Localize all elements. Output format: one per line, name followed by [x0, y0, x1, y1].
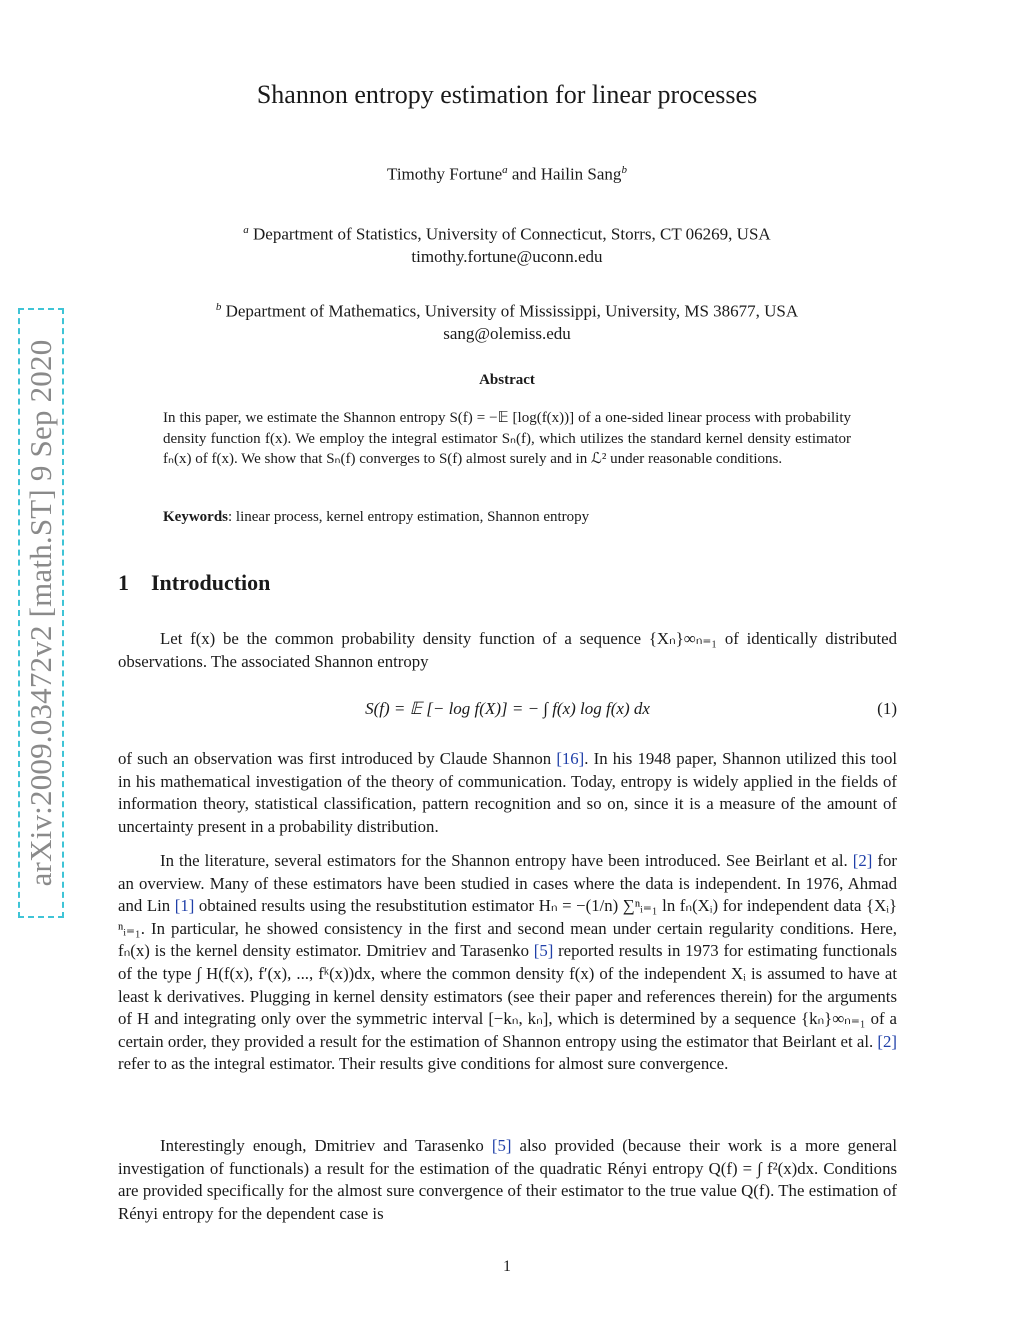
paragraph-2 [118, 748, 897, 838]
keywords-line [163, 509, 851, 526]
affiliation-department: Department of Statistics, University of Connecticut, Storrs, CT 06269, USA [248, 224, 771, 244]
paper-title: Shannon entropy estimation for linear processes [256, 80, 758, 109]
keywords-list: : linear process, kernel entropy estimation, Shannon entropy [228, 509, 590, 525]
affiliation-mark: b [215, 301, 222, 313]
paragraph-4 [118, 1135, 897, 1225]
abstract-heading: Abstract [479, 372, 535, 388]
citation-link[interactable]: [5] [491, 1136, 512, 1155]
affiliation-a [0, 219, 1014, 268]
author-name: Timothy Fortune [387, 164, 503, 184]
arxiv-identifier: arXiv:2009.03472v2 [math.ST] 9 Sep 2020 [23, 339, 58, 887]
paragraph-text: of such an observation was first introduced by Claude Shannon [118, 749, 557, 768]
paragraph-text: . In his 1948 paper, Shannon utilized this tool in his mathematical investigation of the theory of communication. Today, entropy is widely applied in the fields of information theory, statistical classification, pattern recognition and so on, since it is a measure of the amount of uncertainty present in a probability distribution. [118, 749, 897, 836]
keywords-label: Keywords [163, 509, 228, 525]
affiliation-email: timothy.fortune@uconn.edu [411, 246, 603, 266]
author-line [0, 164, 1014, 185]
section-number: 1 [118, 570, 129, 595]
paragraph-1: Let f(x) be the common probability density function of a sequence {Xₙ}∞ₙ₌₁ of identically distributed observations. The associated Shannon entropy [118, 629, 897, 671]
affiliation-mark: b [621, 164, 627, 176]
citation-link[interactable]: [16] [556, 749, 585, 768]
affiliation-mark: a [502, 164, 508, 176]
affiliation-b [0, 296, 1014, 345]
affiliation-department: Department of Mathematics, University of Mississippi, University, MS 38677, USA [221, 301, 799, 321]
abstract-text: In this paper, we estimate the Shannon entropy S(f) = −𝔼 [log(f(x))] of a one-sided linear process with probability density function f(x). We employ the integral estimator Sₙ(f), which utilizes the standard kernel density estimator fₙ(x) of f(x). We show that Sₙ(f) converges to S(f) almost surely and in ℒ² under reasonable conditions. [163, 410, 851, 467]
equation-number: (1) [877, 699, 897, 718]
section-title: Introduction [151, 570, 271, 595]
citation-link[interactable]: [1] [174, 896, 195, 916]
page-number: 1 [503, 1258, 511, 1275]
citation-link[interactable]: [2] [852, 851, 873, 870]
paragraph-text: refer to as the integral estimator. Their results give conditions for almost sure convergence. [118, 1054, 729, 1074]
equation-body: S(f) = 𝔼 [− log f(X)] = − ∫ f(x) log f(x) dx [365, 699, 650, 718]
paragraph-text: for an overview. Many of these estimators have been studied in cases where the data is independent. In 1976, Ahmad and Lin [118, 851, 898, 916]
paragraph-text: Interestingly enough, Dmitriev and Tarasenko [160, 1136, 492, 1155]
citation-link[interactable]: [5] [533, 941, 554, 961]
paragraph-text: also provided (because their work is a more general investigation of functionals) a result for the estimation of the quadratic Rényi entropy Q(f) = ∫ f²(x)dx. Conditions are provided specifically for the almost sure convergence of their estimator to the true value Q(f). The estimation of Rényi entropy for the dependent case is [118, 1136, 897, 1223]
paragraph-text: In the literature, several estimators for the Shannon entropy have been introduced. See Beirlant et al. [160, 851, 853, 870]
paragraph-3 [118, 850, 897, 1076]
citation-link[interactable]: [2] [877, 1031, 897, 1051]
equation-1 [118, 696, 897, 726]
arxiv-sidebar-stamp [18, 308, 64, 918]
section-heading [118, 570, 270, 596]
affiliation-email: sang@olemiss.edu [443, 323, 571, 343]
paragraph-text: reported results in 1973 for estimating functionals of the type ∫ H(f(x), f′(x), ..., fᵏ(x))dx, where the common density f(x) of the independent Xᵢ is assumed to have at least k derivatives. Plugging in kernel density estimators (see their paper and references therein) for the arguments of H and integrating only over the symmetric interval [−kₙ, kₙ], which is determined by a sequence {kₙ}∞ₙ₌₁ of a certain order, they provided a result for the estimation of Shannon entropy using the estimator that Beirlant et al. [118, 941, 898, 1051]
paragraph-text: obtained results using the resubstitution estimator Hₙ = −(1/n) ∑ⁿᵢ₌₁ ln fₙ(Xᵢ) for independent data {Xᵢ}ⁿᵢ₌₁. In particular, he showed consistency in the first and second mean under certain regularity conditions. Here, fₙ(x) is the kernel density estimator. Dmitriev and Tarasenko [118, 896, 897, 961]
author-conjunction: and [507, 164, 541, 184]
affiliation-mark: a [243, 224, 249, 236]
author-name: Hailin Sang [540, 164, 622, 184]
